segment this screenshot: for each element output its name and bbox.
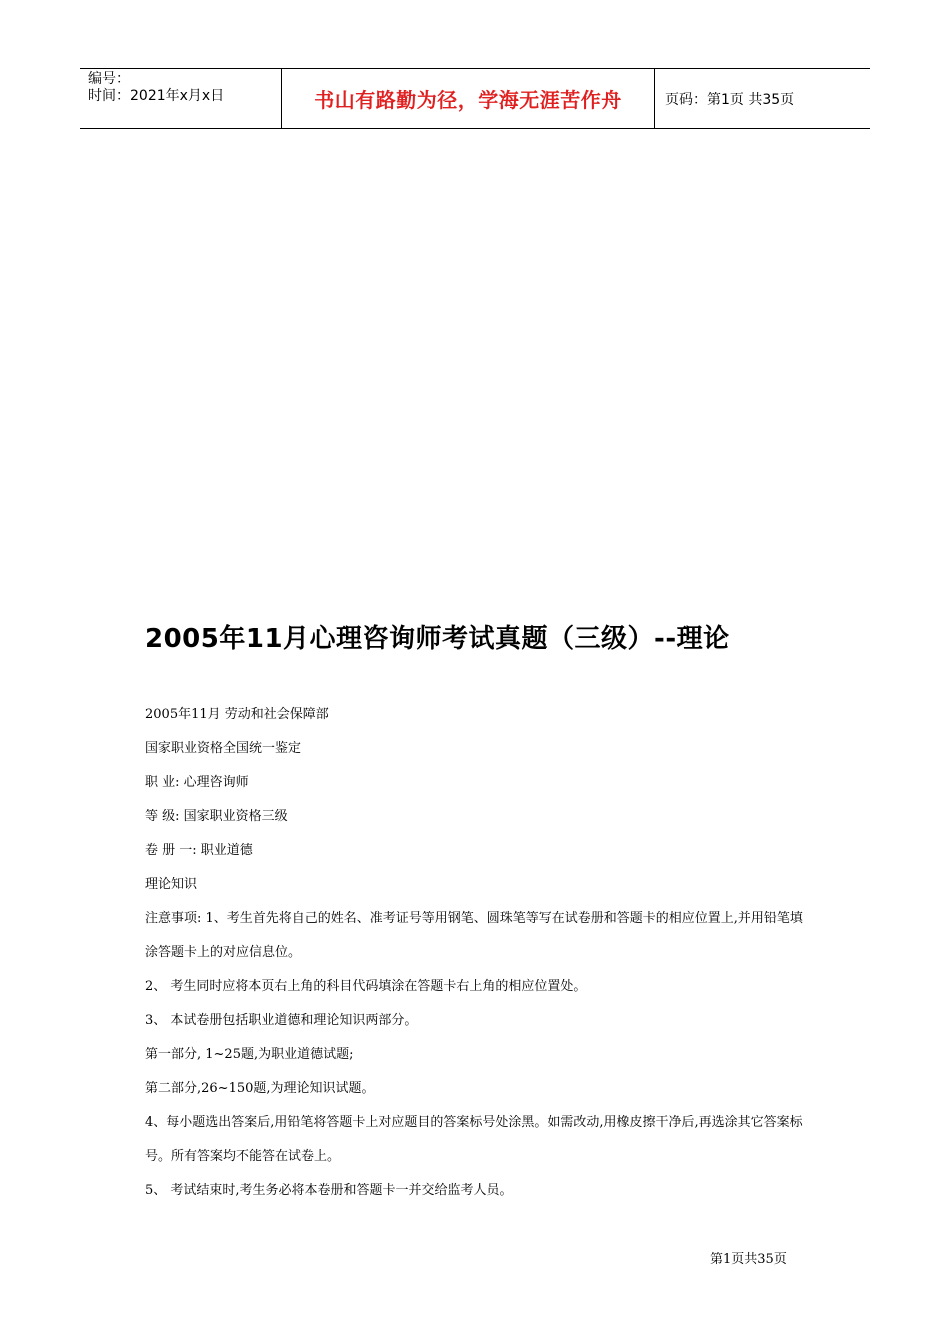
page-header [80, 68, 870, 129]
body-paragraph: 2005年11月 劳动和社会保障部 [145, 707, 329, 722]
body-paragraph: 等 级: 国家职业资格三级 [145, 809, 288, 824]
document-body [145, 698, 815, 1208]
page-footer-number: 第1页共35页 [710, 1252, 787, 1267]
body-paragraph: 理论知识 [145, 877, 198, 892]
body-paragraph: 注意事项: 1、考生首先将自己的姓名、准考证号等用钢笔、圆珠笔等写在试卷册和答题卡的相应位置上,并用铅笔填涂答题卡上的对应信息位。 [145, 911, 803, 960]
body-paragraph: 第二部分,26~150题,为理论知识试题。 [145, 1081, 375, 1096]
header-page-info: 页码：第1页 共35页 [665, 91, 795, 108]
body-paragraph: 5、 考试结束时,考生务必将本卷册和答题卡一并交给监考人员。 [145, 1183, 513, 1198]
body-paragraph: 4、每小题选出答案后,用铅笔将答题卡上对应题目的答案标号处涂黑。如需改动,用橡皮擦干净后,再选涂其它答案标号。所有答案均不能答在试卷上。 [145, 1115, 803, 1164]
header-time-label: 时间：2021年x月x日 [88, 88, 225, 104]
header-number-label: 编号： [88, 71, 130, 87]
body-paragraph: 2、 考生同时应将本页右上角的科目代码填涂在答题卡右上角的相应位置处。 [145, 979, 587, 994]
body-paragraph: 3、 本试卷册包括职业道德和理论知识两部分。 [145, 1013, 418, 1028]
body-paragraph: 国家职业资格全国统一鉴定 [145, 741, 302, 756]
document-title: 2005年11月心理咨询师考试真题（三级）--理论 [145, 624, 730, 654]
header-motto: 书山有路勤为径，学海无涯苦作舟 [282, 69, 655, 128]
body-paragraph: 职 业: 心理咨询师 [145, 775, 249, 790]
header-meta-cell [80, 69, 282, 128]
body-paragraph: 卷 册 一: 职业道德 [145, 843, 253, 858]
body-paragraph: 第一部分, 1~25题,为职业道德试题; [145, 1047, 354, 1062]
